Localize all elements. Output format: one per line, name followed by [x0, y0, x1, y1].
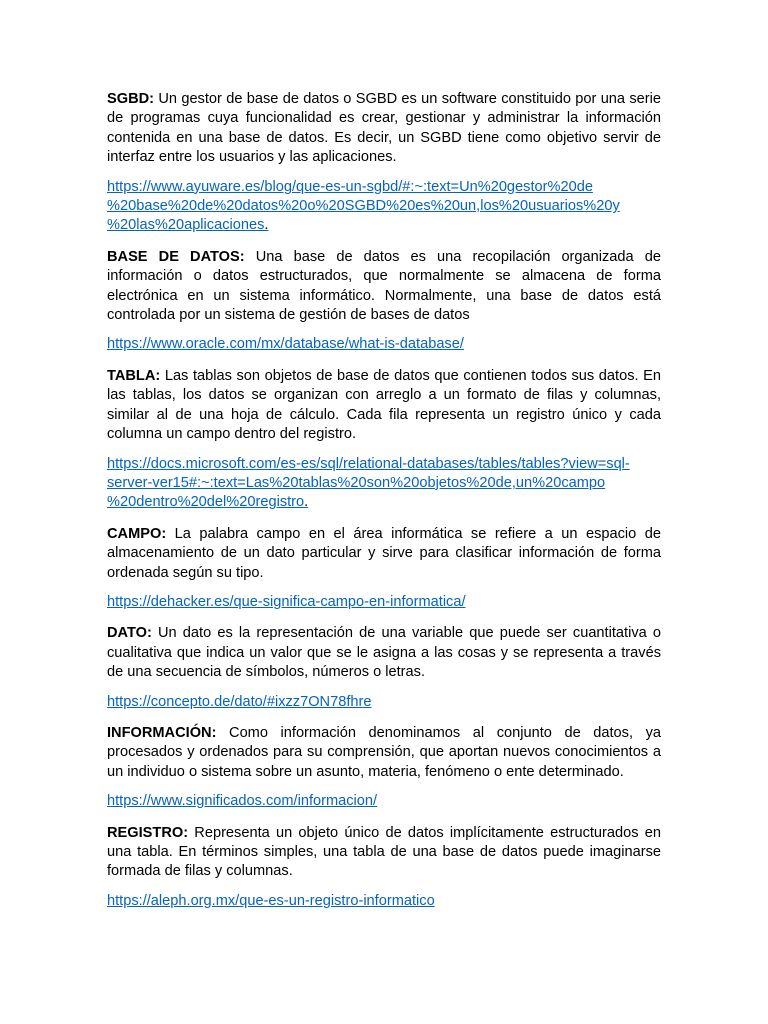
source-link-dato[interactable] — [107, 693, 661, 712]
term-label: REGISTRO: — [107, 824, 189, 841]
definition-paragraph-registro — [107, 824, 661, 882]
term-label: INFORMACIÓN: — [107, 724, 217, 741]
link-trailing-punctuation: . — [264, 217, 269, 234]
definition-text: Como información denominamos al conjunto de datos, ya procesados y ordenados para su comprensión, que aportan nuevos conocimientos a un individuo o sistema sobre un asunto, materia, fenómeno o ente determinado. — [107, 724, 661, 780]
definition-text: Una base de datos es una recopilación organizada de información o datos estructurados, que normalmente se almacena de forma electrónica en un sistema informático. Normalmente, una base de datos está controlada por un sistema de gestión de bases de datos — [107, 248, 661, 324]
definition-paragraph-dato — [107, 624, 661, 682]
definition-paragraph-tabla — [107, 367, 661, 445]
definition-paragraph-informacion — [107, 724, 661, 782]
definition-paragraph-campo — [107, 525, 661, 583]
source-link-campo[interactable] — [107, 593, 661, 612]
document-page — [107, 90, 661, 923]
definition-text: Un gestor de base de datos o SGBD es un software constituido por una serie de programas cuya funcionalidad es crear, gestionar y administrar la información contenida en una base de datos. Es decir, un SGBD tiene como objetivo servir de interfaz entre los usuarios y las aplicaciones. — [107, 91, 661, 166]
definition-paragraph-sgbd — [107, 90, 661, 168]
source-link-line[interactable]: %20base%20de%20datos%20o%20SGBD%20es%20un,los%20usuarios%20y — [107, 198, 620, 215]
link-trailing-punctuation: . — [304, 494, 309, 511]
source-link-line[interactable]: https://aleph.org.mx/que-es-un-registro-informatico — [107, 892, 435, 909]
term-label: CAMPO: — [107, 525, 167, 542]
source-link-line[interactable]: server-ver15#:~:text=Las%20tablas%20son%20objetos%20de,un%20campo — [107, 474, 606, 491]
term-label: BASE DE DATOS: — [107, 248, 245, 265]
definition-text: Las tablas son objetos de base de datos que contienen todos sus datos. En las tablas, los datos se organizan con arreglo a un formato de filas y columnas, similar al de una hoja de cálculo. Cada fila representa un registro único y cada columna un campo dentro del registro. — [107, 367, 661, 443]
source-link-tabla[interactable] — [107, 455, 661, 513]
source-link-line[interactable]: https://concepto.de/dato/#ixzz7ON78fhre — [107, 693, 372, 710]
source-link-line[interactable]: https://www.significados.com/informacion/ — [107, 793, 378, 810]
source-link-informacion[interactable] — [107, 792, 661, 811]
source-link-sgbd[interactable] — [107, 178, 661, 236]
definition-text: Representa un objeto único de datos implícitamente estructurados en una tabla. En términos simples, una tabla de una base de datos puede imaginarse formada de filas y columnas. — [107, 824, 661, 880]
definition-paragraph-base-de-datos — [107, 248, 661, 326]
source-link-line[interactable]: https://dehacker.es/que-significa-campo-en-informatica/ — [107, 593, 466, 610]
source-link-registro[interactable] — [107, 892, 661, 911]
term-label: SGBD: — [107, 91, 155, 107]
source-link-base-de-datos[interactable] — [107, 335, 661, 354]
source-link-line[interactable]: https://www.oracle.com/mx/database/what-is-database/ — [107, 336, 464, 353]
source-link-line[interactable]: https://docs.microsoft.com/es-es/sql/relational-databases/tables/tables?view=sql- — [107, 455, 630, 472]
source-link-line[interactable]: %20dentro%20del%20registro — [107, 494, 305, 511]
definition-text: Un dato es la representación de una variable que puede ser cuantitativa o cualitativa que indica un valor que se le asigna a las cosas y se representa a través de una secuencia de símbolos, números o letras. — [107, 625, 661, 681]
source-link-line[interactable]: %20las%20aplicaciones — [107, 217, 265, 234]
term-label: TABLA: — [107, 367, 161, 384]
definition-text: La palabra campo en el área informática se refiere a un espacio de almacenamiento de un dato particular y sirve para clasificar información de forma ordenada según su tipo. — [107, 525, 661, 581]
term-label: DATO: — [107, 625, 152, 642]
source-link-line[interactable]: https://www.ayuware.es/blog/que-es-un-sgbd/#:~:text=Un%20gestor%20de — [107, 178, 593, 195]
